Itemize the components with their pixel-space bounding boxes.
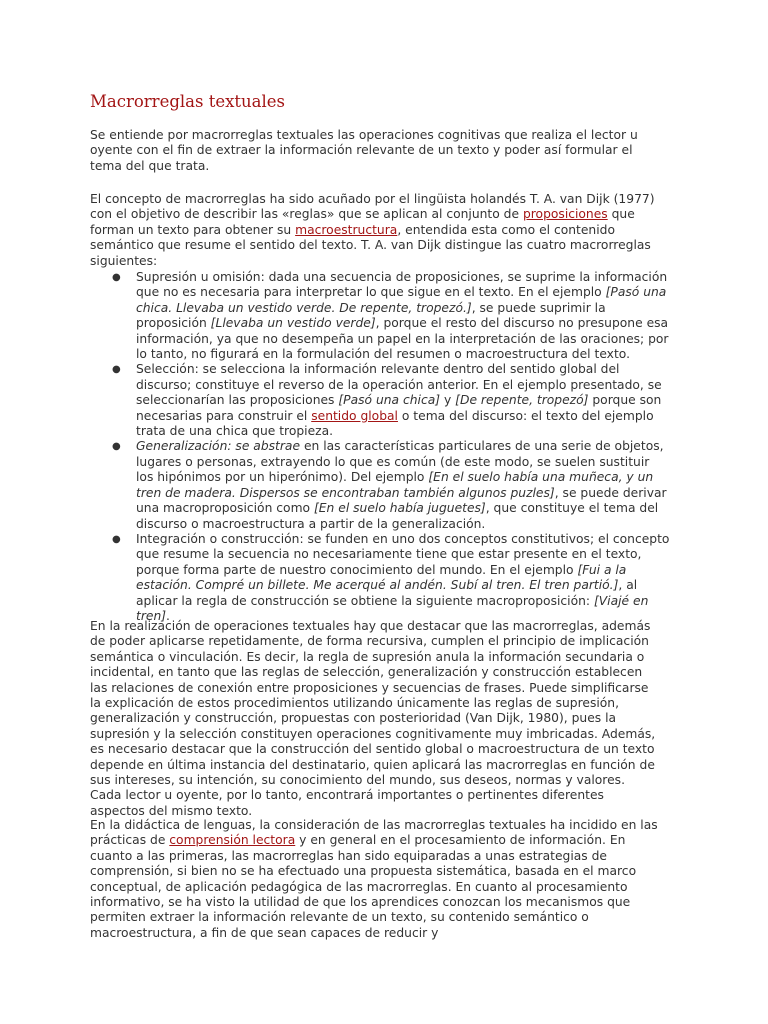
text-span: y xyxy=(440,393,456,408)
text-span: Selección: se selecciona la información relevante dentro del sentido global del discurso; constituye el reverso de la operación anterior. En el ejemplo presentado, se seleccionarían las proposiciones xyxy=(136,362,662,408)
example-text: [Viajé en tren] xyxy=(136,593,649,623)
example-text: Generalización: se abstrae xyxy=(136,439,301,454)
text-span: , entendida esta como el contenido semántico que resume el sentido del texto. T. A. van Dijk distingue las cuatro macrorreglas siguientes: xyxy=(90,222,651,268)
link-sentido-global[interactable]: sentido global xyxy=(311,408,398,423)
operations-paragraph: En la realización de operaciones textuales hay que destacar que las macrorreglas, además de poder aplicarse repetidamente, de forma recursiva, cumplen el principio de implicación semántica o vinculación. Es decir, la regla de supresión anula la información secundaria o incidental, en tanto que las reglas de selección, generalización y construcción establecen las relaciones de conexión entre proposiciones y secuencias de frases. Puede simplificarse la explicación de estos procedimientos utilizando únicamente las reglas de supresión, generalización y construcción, propuestas con posterioridad (Van Dijk, 1980), pues la supresión y la selección constituyen operaciones cognitivamente muy imbricadas. Además, es necesario destacar que la construcción del sentido global o macroestructura de un texto depende en última instancia del destinatario, quien aplicará las macrorreglas en función de sus intereses, su intención, su conocimiento del mundo, sus deseos, normas y valores. Cada lector u oyente, por lo tanto, encontrará importantes o pertinentes diferentes aspectos del mismo texto. xyxy=(90,619,656,818)
example-text: [De repente, tropezó] xyxy=(455,393,589,408)
link-proposiciones[interactable]: proposiciones xyxy=(522,207,608,222)
text-span: Supresión u omisión: dada una secuencia de proposiciones, se suprime la información que no es necesaria para interpretar lo que sigue en el texto. En el ejemplo xyxy=(136,270,668,300)
didactics-paragraph xyxy=(90,818,660,941)
example-text: [Fui a la estación. Compré un billete. Me acerqué al andén. Subí al tren. El tren partió.] xyxy=(136,562,627,593)
text-span: . xyxy=(166,608,170,623)
text-span: o tema del discurso: el texto del ejemplo trata de una chica que tropieza. xyxy=(136,408,654,439)
text-span: , al aplicar la regla de construcción se obtiene la siguiente macroproposición: xyxy=(136,578,638,608)
link-macroestructura[interactable]: macroestructura xyxy=(295,222,398,237)
text-span: , que constituye el tema del discurso o macroestructura a partir de la generalización. xyxy=(136,501,659,531)
list-item-supresion xyxy=(90,270,670,362)
list-item-integracion xyxy=(90,532,670,624)
example-text: [En el suelo había juguetes] xyxy=(313,501,486,516)
text-span: y en general en el procesamiento de información. En cuanto a las primeras, las macrorreglas han sido equiparadas a unas estrategias de comprensión, si bien no se ha efectuado una propuesta sistemática, basada en el marco conceptual, de aplicación pedagógica de las macrorreglas. En cuanto al procesamiento informativo, se ha visto la utilidad de que los aprendices conozcan los mecanismos que permiten extraer la información relevante de un texto, su contenido semántico o macroestructura, a fin de que sean capaces de reducir y xyxy=(90,833,637,940)
list-item-seleccion xyxy=(90,362,670,439)
text-span: que forman un texto para obtener su xyxy=(90,207,635,237)
text-span: Integración o construcción: se funden en uno dos conceptos constitutivos; el concepto que resume la secuencia no necesariamente tiene que estar presente en el texto, porque forma parte de nuestro conocimiento del mundo. En el ejemplo xyxy=(136,531,670,577)
concept-paragraph xyxy=(90,192,660,269)
text-span: En la didáctica de lenguas, la consideración de las macrorreglas textuales ha incidido en las prácticas de xyxy=(90,818,658,848)
text-span: , porque el resto del discurso no presupone esa información, ya que no desempeña un papel en la interpretación de las oraciones; por lo tanto, no figurará en la formulación del resumen o macroestructura del texto. xyxy=(136,316,669,362)
bullet-icon: ● xyxy=(112,272,121,283)
bullet-icon: ● xyxy=(112,533,121,545)
macrorule-list xyxy=(90,270,670,624)
page-title: Macrorreglas textuales xyxy=(90,92,286,111)
list-item-generalizacion xyxy=(90,439,670,531)
text-span: El concepto de macrorreglas ha sido acuñado por el lingüista holandés T. A. van Dijk (1977) con el objetivo de describir las «reglas» que se aplican al conjunto de xyxy=(90,192,655,222)
text-span: en las características particulares de una serie de objetos, lugares o personas, extrayendo lo que es común (de este modo, se suelen sustituir los hipónimos por un hiperónimo). Del ejemplo xyxy=(136,439,664,485)
intro-paragraph: Se entiende por macrorreglas textuales las operaciones cognitivas que realiza el lector u oyente con el fin de extraer la información relevante de un texto y poder así formular el tema del que trata. xyxy=(90,128,638,173)
example-text: [Llevaba un vestido verde] xyxy=(210,316,376,331)
bullet-icon: ● xyxy=(112,364,121,376)
example-text: [En el suelo había una muñeca, y un tren de madera. Dispersos se encontraban también algunos puzles] xyxy=(136,470,654,500)
bullet-icon: ● xyxy=(112,441,121,453)
example-text: [Pasó una chica] xyxy=(338,393,441,408)
text-span: , se puede derivar una macroproposición como xyxy=(136,485,667,516)
example-text: [Pasó una chica. Llevaba un vestido verde. De repente, tropezó.] xyxy=(136,285,667,315)
link-comprension-lectora[interactable]: comprensión lectora xyxy=(169,833,296,848)
text-span: , se puede suprimir la proposición xyxy=(136,300,606,331)
text-span: porque son necesarias para construir el xyxy=(136,393,662,423)
